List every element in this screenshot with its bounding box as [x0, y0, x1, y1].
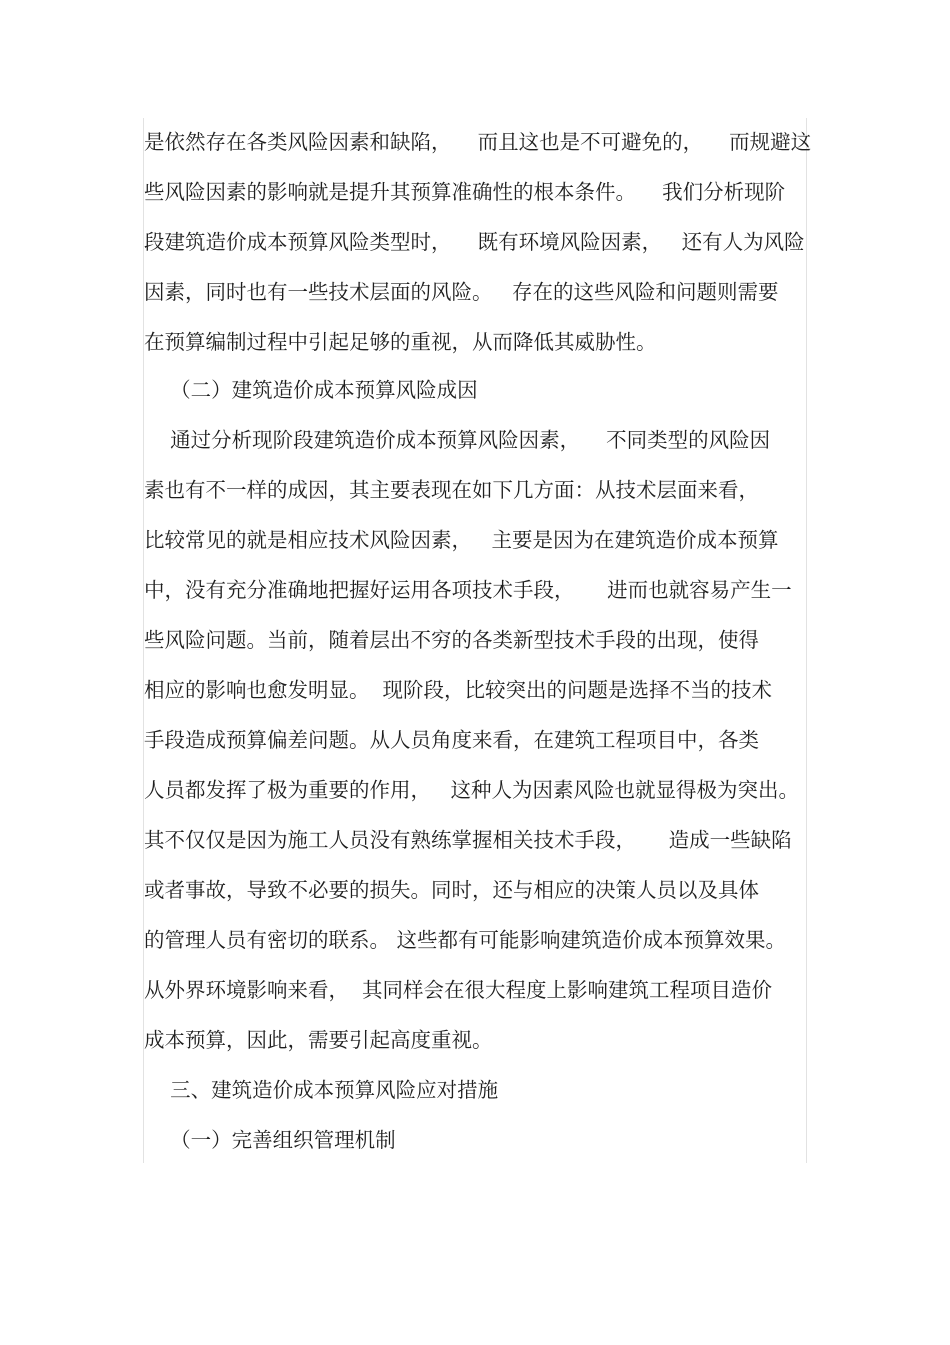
body-text-line: 其不仅仅是因为施工人员没有熟练掌握相关技术手段， 造成一些缺陷 [144, 828, 792, 852]
body-text-line: 的管理人员有密切的联系。 这些都有可能影响建筑造价成本预算效果。 [144, 928, 787, 952]
body-text-line: 人员都发挥了极为重要的作用， 这种人为因素风险也就显得极为突出。 [144, 778, 800, 802]
body-text-line: 段建筑造价成本预算风险类型时， 既有环境风险因素， 还有人为风险 [144, 230, 805, 254]
body-text-line: 或者事故，导致不必要的损失。同时，还与相应的决策人员以及具体 [144, 878, 759, 902]
section-heading: （一）完善组织管理机制 [144, 1128, 396, 1152]
section-heading: 三、建筑造价成本预算风险应对措施 [144, 1078, 499, 1102]
body-text-line: 些风险问题。当前，随着层出不穷的各类新型技术手段的出现，使得 [144, 628, 759, 652]
body-text-line: 通过分析现阶段建筑造价成本预算风险因素， 不同类型的风险因 [144, 428, 771, 452]
body-text-line: 从外界环境影响来看， 其同样会在很大程度上影响建筑工程项目造价 [144, 978, 773, 1002]
section-heading: （二）建筑造价成本预算风险成因 [144, 378, 478, 402]
body-text-line: 是依然存在各类风险因素和缺陷， 而且这也是不可避免的， 而规避这 [144, 130, 812, 154]
body-text-line: 在预算编制过程中引起足够的重视，从而降低其威胁性。 [144, 330, 657, 354]
document-page [143, 118, 812, 1163]
body-text-line: 因素，同时也有一些技术层面的风险。 存在的这些风险和问题则需要 [144, 280, 779, 304]
body-text-line: 比较常见的就是相应技术风险因素， 主要是因为在建筑造价成本预算 [144, 528, 779, 552]
body-text-line: 相应的影响也愈发明显。 现阶段，比较突出的问题是选择不当的技术 [144, 678, 773, 702]
body-text-line: 手段造成预算偏差问题。从人员角度来看，在建筑工程项目中，各类 [144, 728, 759, 752]
body-text-line: 中，没有充分准确地把握好运用各项技术手段， 进而也就容易产生一 [144, 578, 792, 602]
body-text-line: 素也有不一样的成因，其主要表现在如下几方面：从技术层面来看， [144, 478, 759, 502]
body-text-line: 成本预算，因此，需要引起高度重视。 [144, 1028, 493, 1052]
body-text-line: 些风险因素的影响就是提升其预算准确性的根本条件。 我们分析现阶 [144, 180, 786, 204]
